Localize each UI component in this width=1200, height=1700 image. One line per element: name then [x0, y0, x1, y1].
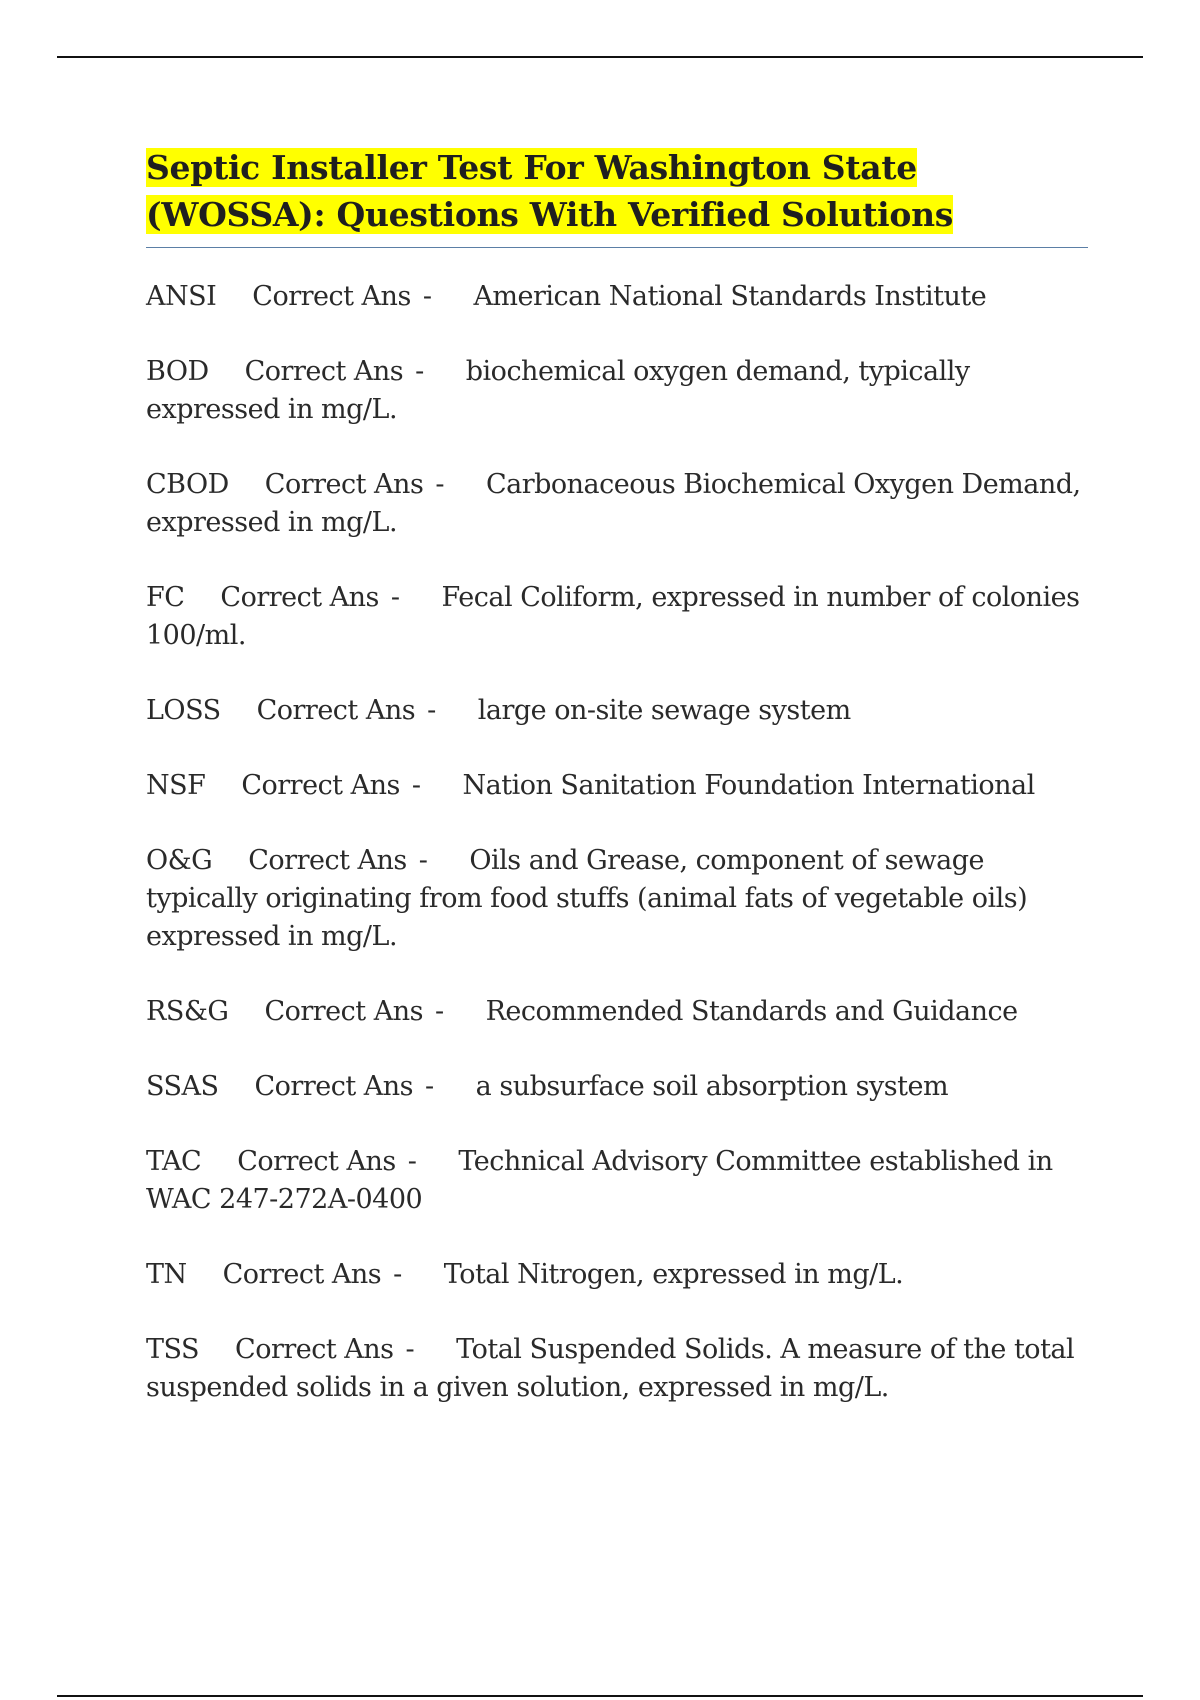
qa-separator: - [415, 356, 424, 387]
qa-entry [146, 842, 1088, 956]
qa-answer: Fecal Coliform, expressed in number of colonies 100/ml. [146, 582, 1080, 651]
qa-separator: - [393, 1259, 402, 1290]
qa-answer: Total Suspended Solids. A measure of the total suspended solids in a given solution, expressed in mg/L. [146, 1334, 1075, 1403]
qa-term: NSF [146, 770, 206, 801]
qa-list [146, 278, 1088, 1407]
qa-answer-label: Correct Ans [241, 770, 400, 801]
qa-answer-label: Correct Ans [220, 582, 379, 613]
qa-entry [146, 1256, 1088, 1294]
qa-answer-label: Correct Ans [237, 1146, 396, 1177]
qa-term: O&G [146, 845, 213, 876]
qa-answer: Recommended Standards and Guidance [485, 996, 1018, 1027]
qa-answer-label: Correct Ans [248, 845, 407, 876]
qa-separator: - [425, 1071, 434, 1102]
bottom-rule [57, 1695, 1143, 1697]
qa-separator: - [405, 1334, 415, 1365]
qa-term: CBOD [146, 469, 229, 500]
qa-answer: biochemical oxygen demand, typically expressed in mg/L. [146, 356, 970, 425]
qa-answer-label: Correct Ans [254, 1071, 414, 1102]
qa-entry [146, 579, 1088, 655]
qa-separator: - [390, 582, 400, 613]
qa-entry [146, 993, 1088, 1031]
qa-answer: American National Standards Institute [473, 281, 987, 312]
qa-answer: large on-site sewage system [477, 695, 851, 726]
qa-answer: Carbonaceous Biochemical Oxygen Demand, expressed in mg/L. [146, 469, 1081, 538]
qa-separator: - [427, 695, 436, 726]
qa-term: RS&G [146, 996, 229, 1027]
qa-answer-label: Correct Ans [244, 356, 404, 387]
qa-term: LOSS [146, 695, 221, 726]
top-rule [57, 56, 1143, 58]
document-title-text: Septic Installer Test For Washington State (WOSSA): Questions With Verified Solutions [146, 148, 954, 234]
qa-term: TN [146, 1259, 187, 1290]
qa-term: SSAS [146, 1071, 219, 1102]
qa-answer-label: Correct Ans [264, 996, 423, 1027]
qa-entry [146, 1143, 1088, 1219]
qa-term: FC [146, 582, 185, 613]
qa-entry [146, 1331, 1088, 1407]
qa-answer: Technical Advisory Committee established in WAC 247-272A-0400 [146, 1146, 1053, 1215]
qa-term: TAC [146, 1146, 202, 1177]
qa-answer-label: Correct Ans [222, 1259, 382, 1290]
qa-answer: a subsurface soil absorption system [475, 1071, 949, 1102]
qa-separator: - [411, 770, 421, 801]
title-underline [146, 247, 1088, 248]
document-title [146, 144, 1088, 238]
qa-entry [146, 1068, 1088, 1106]
qa-separator: - [422, 281, 432, 312]
qa-entry [146, 466, 1088, 542]
qa-answer-label: Correct Ans [235, 1334, 394, 1365]
qa-answer: Nation Sanitation Foundation International [462, 770, 1035, 801]
qa-term: BOD [146, 356, 209, 387]
qa-answer-label: Correct Ans [264, 469, 424, 500]
qa-entry [146, 767, 1088, 805]
qa-answer-label: Correct Ans [252, 281, 411, 312]
document-body [146, 144, 1088, 1444]
qa-entry [146, 692, 1088, 730]
qa-separator: - [434, 996, 444, 1027]
qa-separator: - [418, 845, 428, 876]
qa-entry [146, 353, 1088, 429]
qa-answer-label: Correct Ans [256, 695, 416, 726]
qa-separator: - [435, 469, 444, 500]
qa-answer: Total Nitrogen, expressed in mg/L. [443, 1259, 904, 1290]
qa-entry [146, 278, 1088, 316]
qa-answer: Oils and Grease, component of sewage typically originating from food stuffs (animal fats of vegetable oils) expressed in mg/L. [146, 845, 1028, 952]
qa-separator: - [407, 1146, 417, 1177]
qa-term: ANSI [146, 281, 217, 312]
qa-term: TSS [146, 1334, 200, 1365]
